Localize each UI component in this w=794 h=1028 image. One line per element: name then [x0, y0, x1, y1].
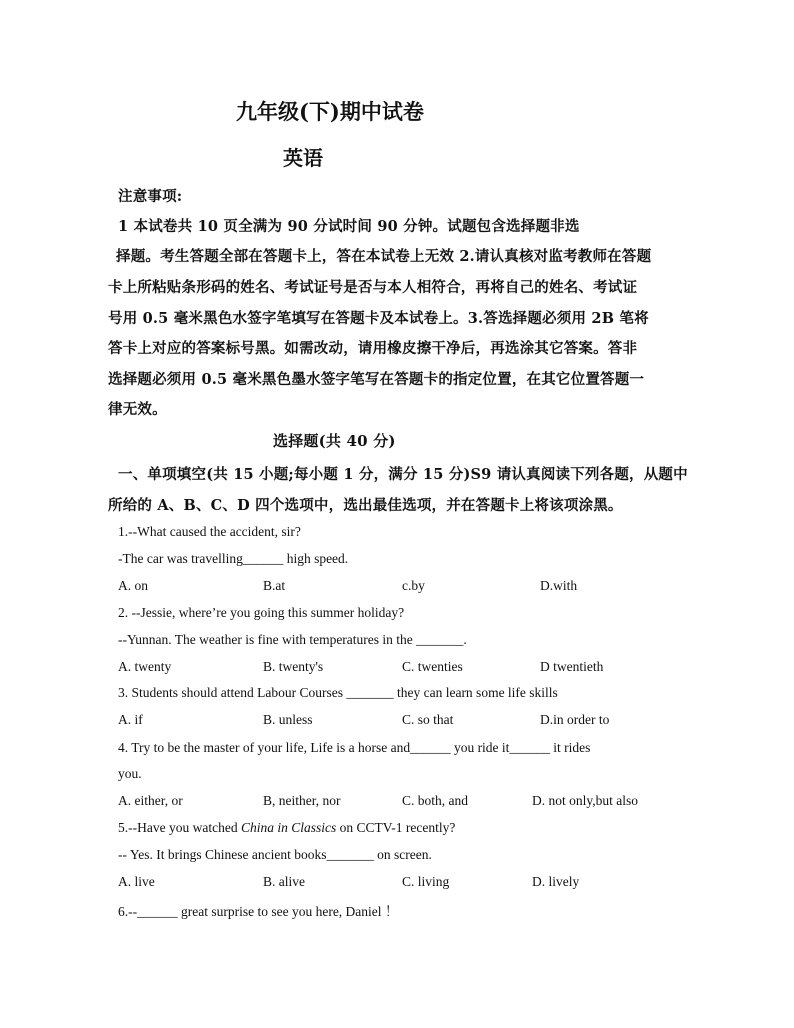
option-a: A. either, or [118, 793, 183, 808]
option-d: D. lively [532, 874, 580, 889]
question-line: --Yunnan. The weather is fine with temperatures in the _______. [118, 632, 467, 647]
notice-line: 选择题必须用 0.5 毫米黑色墨水签字笔写在答题卡的指定位置，在其它位置答题一 [108, 371, 645, 388]
question-line: -- Yes. It brings Chinese ancient books_______ on screen. [118, 847, 432, 862]
notice-heading: 注意事项: [118, 188, 183, 205]
question-line: 6.--______ great surprise to see you here, Daniel ！ [118, 904, 399, 919]
section-title: 选择题(共 40 分) [273, 432, 396, 450]
option-c: C. living [402, 874, 450, 889]
option-d: D twentieth [540, 659, 604, 674]
subject-title: 英语 [283, 146, 323, 170]
notice-line: 择题。考生答题全部在答题卡上，答在本试卷上无效 2.请认真核对监考教师在答题 [116, 248, 652, 265]
option-b: B.at [263, 578, 286, 593]
question-text: 5.--Have you watched [118, 820, 241, 835]
question-line: 3. Students should attend Labour Courses _______ they can learn some life skills [118, 685, 558, 700]
option-a: A. if [118, 712, 143, 727]
option-c: C. so that [402, 712, 454, 727]
option-c: C. both, and [402, 793, 468, 808]
program-title: China in Classics [240, 820, 337, 835]
question-line: 4. Try to be the master of your life, Life is a horse and______ you ride it______ it rides [118, 740, 591, 755]
question-line [118, 820, 455, 836]
question-text: on CCTV-1 recently? [336, 820, 456, 835]
question-line: you. [118, 766, 142, 781]
section-instruction: 一、单项填空(共 15 小题;每小题 1 分，满分 15 分)S9 请认真阅读下列各题，从题中 [118, 466, 688, 483]
option-d: D. not only,but also [532, 793, 638, 808]
question-line: -The car was travelling______ high speed. [118, 551, 349, 566]
option-a: A. live [118, 874, 155, 889]
option-b: B. unless [263, 712, 313, 727]
option-d: D.with [540, 578, 578, 593]
option-c: C. twenties [402, 659, 463, 674]
option-b: B. twenty's [263, 659, 324, 674]
option-c: c.by [402, 578, 425, 593]
notice-line: 卡上所粘贴条形码的姓名、考试证号是否与本人相符合，再将自己的姓名、考试证 [108, 279, 638, 296]
option-b: B. alive [263, 874, 305, 889]
section-instruction: 所给的 A、B、C、D 四个选项中，选出最佳选项，并在答题卡上将该项涂黑。 [108, 497, 623, 514]
option-d: D.in order to [540, 712, 610, 727]
exam-title: 九年级(下)期中试卷 [236, 99, 424, 124]
question-line: 2. --Jessie, where’re you going this summer holiday? [118, 605, 405, 620]
notice-line: 号用 0.5 毫米黑色水签字笔填写在答题卡及本试卷上。3.答选择题必须用 2B 笔将 [108, 310, 649, 327]
notice-line: 律无效。 [108, 401, 167, 418]
question-line: 1.--What caused the accident, sir? [118, 524, 301, 539]
notice-line: 1 本试卷共 10 页全满为 90 分试时间 90 分钟。试题包含选择题非选 [118, 218, 580, 235]
notice-line: 答卡上对应的答案标号黑。如需改动，请用橡皮擦干净后，再选涂其它答案。答非 [108, 340, 638, 357]
option-a: A. on [118, 578, 148, 593]
option-b: B, neither, nor [263, 793, 341, 808]
option-a: A. twenty [118, 659, 172, 674]
